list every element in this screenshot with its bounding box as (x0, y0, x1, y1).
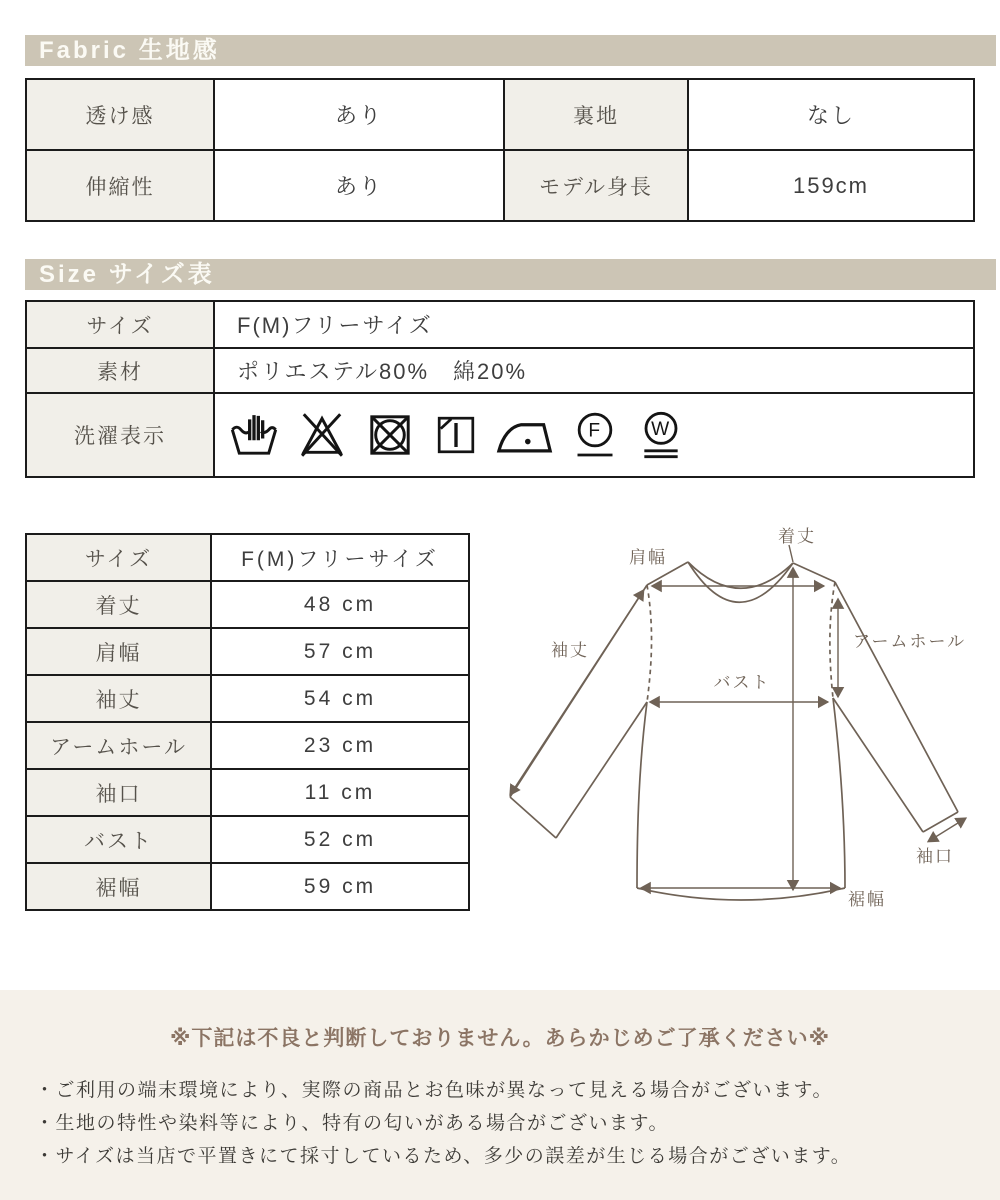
spec-table (25, 300, 975, 478)
disclaimer-item: ・生地の特性や染料等により、特有の匂いがある場合がございます。 (35, 1113, 669, 1134)
table-row (26, 534, 469, 581)
garment-outline (510, 562, 958, 900)
table-row (26, 348, 974, 393)
table-row (26, 722, 469, 769)
measure-row-label: 袖口 (26, 769, 211, 816)
measure-row-label: 肩幅 (26, 628, 211, 675)
measurement-arrows (510, 545, 966, 890)
iron-low-icon (496, 407, 554, 463)
table-row (26, 769, 469, 816)
diagram-label-shoulder: 肩幅 (629, 548, 667, 567)
dry-clean-letter: F (588, 420, 602, 442)
measure-row-value: 23 cm (211, 722, 469, 769)
table-row (26, 581, 469, 628)
measurement-table (25, 533, 470, 911)
diagram-label-sleeve: 袖丈 (551, 641, 589, 660)
measure-col-header: サイズ (26, 534, 211, 581)
diagram-label-bust: バスト (713, 673, 771, 692)
do-not-tumble-dry-icon (364, 407, 416, 463)
measure-row-label: 袖丈 (26, 675, 211, 722)
measure-row-value: 57 cm (211, 628, 469, 675)
table-row (26, 816, 469, 863)
hand-wash-icon (228, 407, 280, 463)
measure-row-label: バスト (26, 816, 211, 863)
wet-clean-w-icon (636, 406, 686, 464)
fabric-row-value: あり (214, 150, 504, 221)
spec-row-label: 素材 (26, 348, 214, 393)
measure-row-value: 54 cm (211, 675, 469, 722)
table-row (26, 150, 974, 221)
disclaimer-item: ・ご利用の端末環境により、実際の商品とお色味が異なって見える場合がございます。 (35, 1080, 833, 1101)
diagram-label-cuff: 袖口 (916, 847, 954, 866)
do-not-bleach-icon (296, 407, 348, 463)
spec-row-value: F(M)フリーサイズ (214, 301, 974, 348)
table-row (26, 628, 469, 675)
fabric-row-label: 裏地 (504, 79, 688, 150)
spec-row-label: 洗濯表示 (26, 393, 214, 477)
measure-row-value: 11 cm (211, 769, 469, 816)
spec-row-label: サイズ (26, 301, 214, 348)
fabric-row-value: 159cm (688, 150, 974, 221)
fabric-row-label: モデル身長 (504, 150, 688, 221)
table-row (26, 393, 974, 477)
table-row (26, 675, 469, 722)
disclaimer-section (0, 990, 1000, 1200)
fabric-table (25, 78, 975, 222)
fabric-row-value: あり (214, 79, 504, 150)
fabric-row-label: 透け感 (26, 79, 214, 150)
dry-clean-f-icon (570, 406, 620, 464)
line-dry-in-shade-icon (432, 407, 480, 463)
fabric-row-value: なし (688, 79, 974, 150)
disclaimer-list (35, 1074, 1000, 1173)
diagram-label-armhole: アームホール (853, 632, 967, 651)
measure-row-label: 裾幅 (26, 863, 211, 910)
disclaimer-title: ※下記は不良と判断しておりません。あらかじめご了承ください※ (169, 1027, 831, 1050)
size-section-header: Size サイズ表 (25, 259, 996, 290)
measure-col-header-value: F(M)フリーサイズ (211, 534, 469, 581)
fabric-row-label: 伸縮性 (26, 150, 214, 221)
wet-clean-letter: W (651, 419, 671, 440)
diagram-label-length: 着丈 (778, 527, 816, 546)
measure-row-label: アームホール (26, 722, 211, 769)
garment-measurement-diagram (480, 505, 990, 940)
care-symbols (216, 406, 972, 464)
measure-row-value: 52 cm (211, 816, 469, 863)
diagram-label-hem: 裾幅 (848, 890, 886, 909)
measure-row-value: 59 cm (211, 863, 469, 910)
disclaimer-item: ・サイズは当店で平置きにて採寸しているため、多少の誤差が生じる場合がございます。 (35, 1146, 852, 1167)
measure-row-label: 着丈 (26, 581, 211, 628)
table-row (26, 863, 469, 910)
spec-row-value: ポリエステル80% 綿20% (214, 348, 974, 393)
table-row (26, 79, 974, 150)
fabric-section-header: Fabric 生地感 (25, 35, 996, 66)
measure-row-value: 48 cm (211, 581, 469, 628)
table-row (26, 301, 974, 348)
